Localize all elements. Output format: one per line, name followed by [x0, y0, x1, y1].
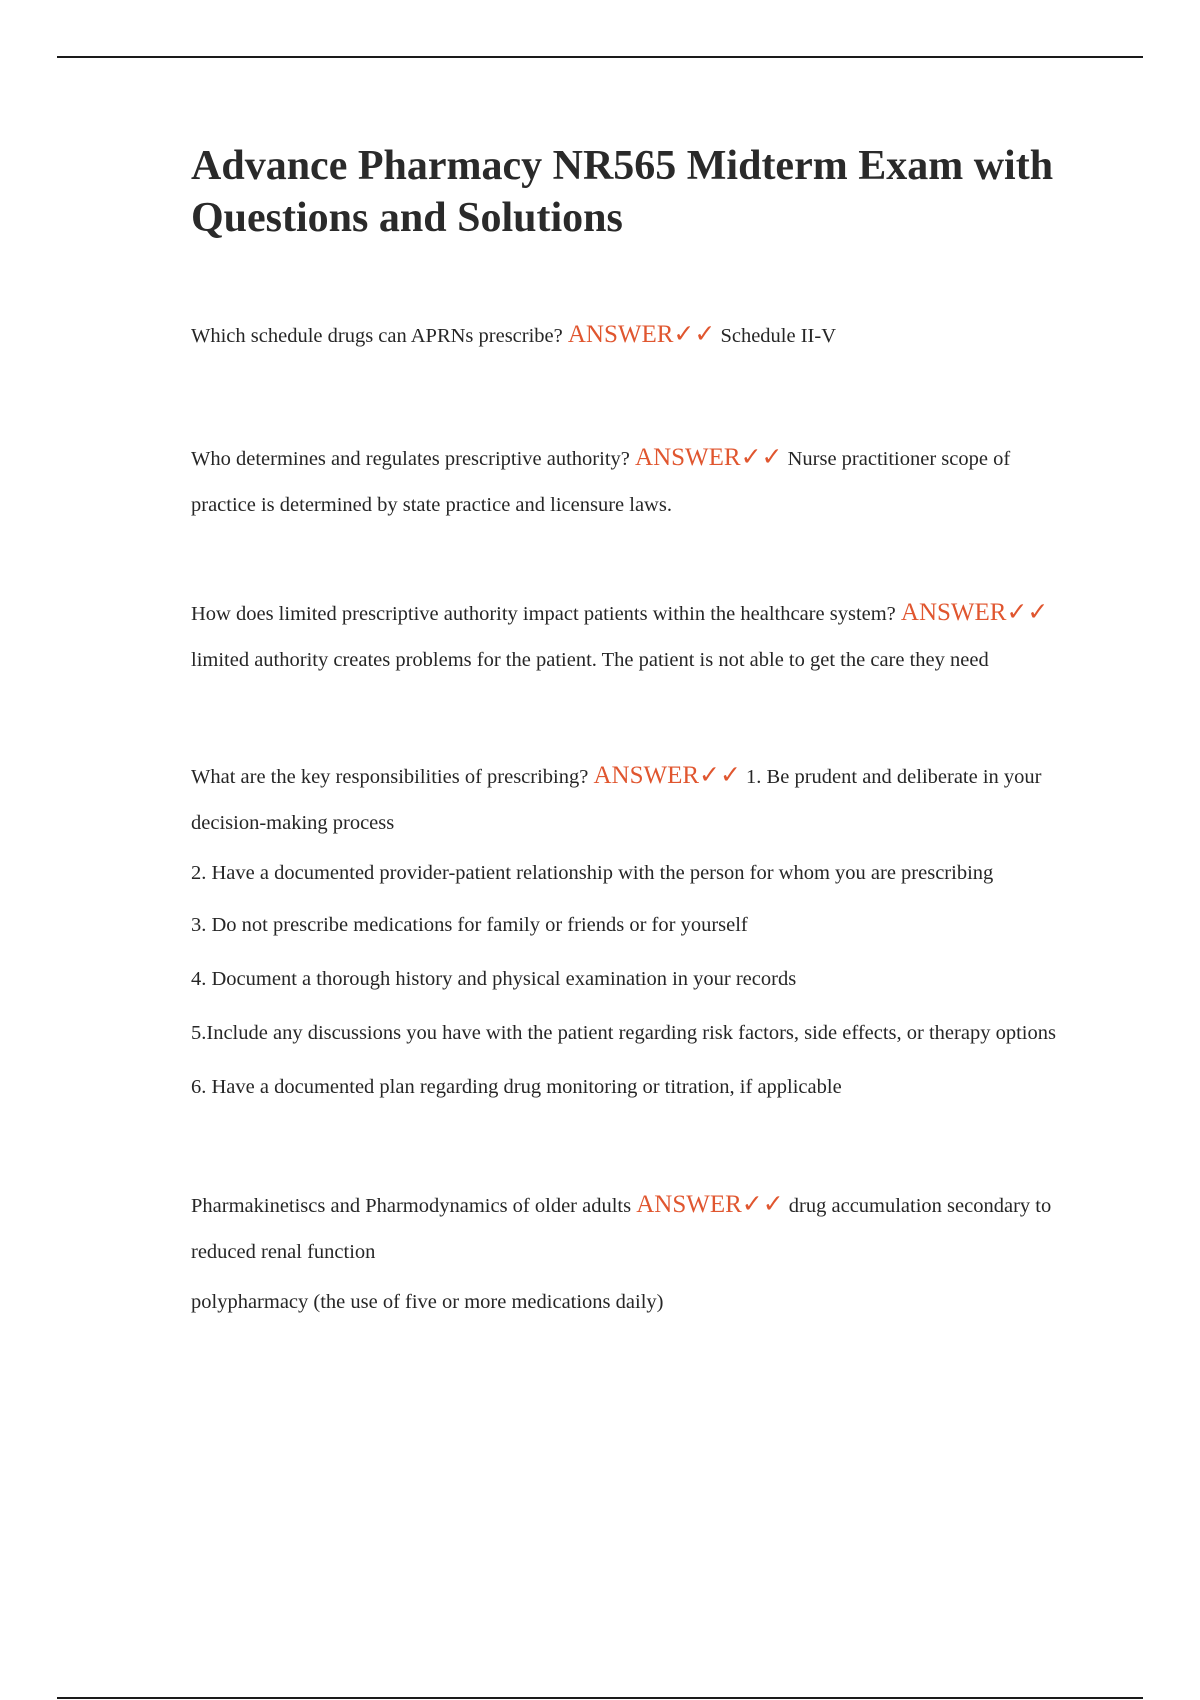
document-title: Advance Pharmacy NR565 Midterm Exam with Questions and Solutions [191, 143, 1054, 241]
question-text: Pharmakinetiscs and Pharmodynamics of older adults [191, 1195, 632, 1217]
list-item: polypharmacy (the use of five or more medications daily) [191, 1291, 664, 1313]
answer-label: ANSWER✓✓ [635, 444, 783, 471]
top-rule [57, 56, 1143, 58]
answer-text: limited authority creates problems for the patient. The patient is not able to get the care they need [191, 649, 989, 671]
question-text: Who determines and regulates prescriptive authority? [191, 448, 630, 470]
answer-text: Nurse practitioner scope of practice is determined by state practice and licensure laws. [191, 448, 1011, 516]
question-text: What are the key responsibilities of prescribing? [191, 766, 589, 788]
list-item: 3. Do not prescribe medications for family or friends or for yourself [191, 914, 748, 936]
qa-block-3 [191, 590, 1061, 683]
answer-label: ANSWER✓✓ [636, 1191, 784, 1218]
qa-block-1 [191, 312, 1061, 359]
question-text: How does limited prescriptive authority impact patients within the healthcare system? [191, 603, 896, 625]
list-item: 5.Include any discussions you have with the patient regarding risk factors, side effects, or therapy options [191, 1022, 1056, 1044]
document-body [191, 140, 1061, 1321]
qa-block-2 [191, 435, 1061, 528]
answer-text: 1. Be prudent and deliberate in your decision-making process [191, 766, 1042, 834]
list-item: 4. Document a thorough history and physical examination in your records [191, 968, 797, 990]
question-text: Which schedule drugs can APRNs prescribe? [191, 325, 563, 347]
qa-block-5 [191, 1182, 1061, 1275]
answer-text: drug accumulation secondary to reduced renal function [191, 1195, 1052, 1263]
answer-label: ANSWER✓✓ [567, 321, 716, 348]
bottom-rule [57, 1697, 1143, 1699]
qa-block-4 [191, 753, 1061, 846]
answer-text: Schedule II-V [720, 325, 837, 347]
list-item: 2. Have a documented provider-patient relationship with the person for whom you are prescribing [191, 862, 994, 884]
list-item: 6. Have a documented plan regarding drug monitoring or titration, if applicable [191, 1076, 842, 1098]
answer-label: ANSWER✓✓ [593, 762, 741, 789]
answer-label: ANSWER✓✓ [900, 599, 1049, 626]
